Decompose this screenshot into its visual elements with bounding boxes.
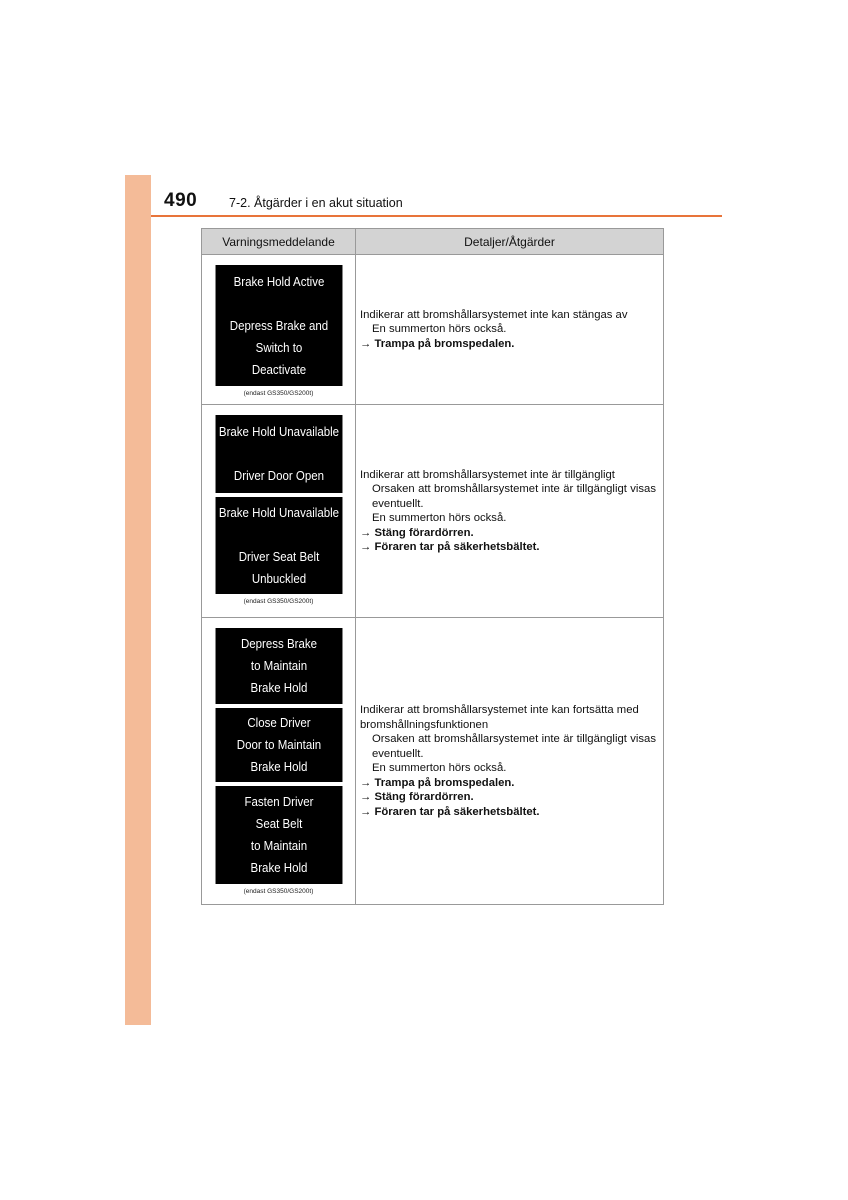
- model-note: (endast GS350/GS200t): [243, 598, 314, 605]
- screen-line: Switch to: [255, 340, 302, 355]
- screen-line: Unbuckled: [251, 571, 306, 586]
- details-cell: [356, 618, 664, 905]
- warning-screen: [215, 628, 342, 704]
- message-cell: [202, 255, 356, 405]
- warning-screen: [215, 786, 342, 884]
- detail-action: → Trampa på bromspedalen.: [360, 776, 515, 789]
- message-cell: [202, 405, 356, 618]
- table-row: [202, 255, 664, 405]
- arrow-icon: →: [360, 776, 372, 789]
- screen-line: Deactivate: [251, 362, 306, 377]
- warning-table: [201, 228, 664, 905]
- detail-main: Indikerar att bromshållarsystemet inte kan fortsätta med bromshållningsfunktionen: [360, 704, 639, 731]
- detail-action: → Föraren tar på säkerhetsbältet.: [360, 805, 540, 818]
- screen-line: Close Driver: [246, 716, 311, 730]
- header-details-actions: Detaljer/Åtgärder: [356, 229, 664, 255]
- warning-screen: [215, 497, 342, 594]
- screen-line: Seat Belt: [255, 817, 302, 831]
- detail-main: Indikerar att bromshållarsystemet inte kan stängas av: [360, 308, 628, 321]
- details-cell: [356, 405, 664, 618]
- detail-main: Indikerar att bromshållarsystemet inte är tillgängligt: [360, 468, 615, 481]
- section-title: 7-2. Åtgärder i en akut situation: [229, 196, 403, 210]
- detail-sub: En summerton hörs också.: [372, 762, 507, 774]
- header-warning-message: Varningsmeddelande: [202, 229, 356, 255]
- detail-action: → Stäng förardörren.: [360, 791, 474, 803]
- arrow-icon: →: [360, 805, 372, 818]
- table-row: [202, 405, 664, 618]
- arrow-icon: →: [360, 337, 372, 350]
- detail-action: → Trampa på bromspedalen.: [360, 337, 515, 350]
- screen-line: Door to Maintain: [236, 738, 321, 752]
- detail-action: → Stäng förardörren.: [360, 526, 474, 539]
- screen-line: Depress Brake and: [229, 318, 328, 333]
- screen-line: Brake Hold Unavailable: [218, 505, 339, 520]
- screen-line: Brake Hold: [250, 861, 307, 875]
- detail-sub: En summerton hörs också.: [372, 323, 507, 336]
- model-note: (endast GS350/GS200t): [243, 888, 314, 895]
- details-cell: [356, 255, 664, 405]
- screen-line: Driver Seat Belt: [238, 549, 319, 564]
- screen-line: to Maintain: [250, 839, 307, 853]
- detail-sub: En summerton hörs också.: [372, 512, 507, 524]
- arrow-icon: →: [360, 541, 372, 553]
- message-cell: [202, 618, 356, 905]
- detail-sub: Orsaken att bromshållarsystemet inte är tillgängligt visas eventuellt.: [372, 483, 656, 510]
- screen-line: Brake Hold: [250, 760, 307, 774]
- arrow-icon: →: [360, 526, 372, 539]
- detail-action: → Föraren tar på säkerhetsbältet.: [360, 541, 540, 553]
- header-rule: [151, 215, 722, 217]
- page-number: 490: [164, 190, 198, 211]
- arrow-icon: →: [360, 791, 372, 803]
- screen-line: Fasten Driver: [243, 795, 314, 809]
- screen-line: Driver Door Open: [233, 469, 324, 483]
- screen-line: Brake Hold Active: [233, 274, 324, 289]
- screen-line: Depress Brake: [240, 637, 317, 651]
- warning-screen: [215, 265, 342, 386]
- warning-screen: [215, 415, 342, 493]
- table-row: [202, 618, 664, 905]
- model-note: (endast GS350/GS200t): [243, 390, 314, 397]
- detail-sub: Orsaken att bromshållarsystemet inte är tillgängligt visas eventuellt.: [372, 733, 656, 760]
- screen-line: to Maintain: [250, 659, 307, 673]
- side-tab-bar: [125, 175, 151, 1025]
- screen-line: Brake Hold Unavailable: [218, 425, 339, 439]
- screen-line: Brake Hold: [250, 681, 307, 695]
- warning-screen: [215, 708, 342, 782]
